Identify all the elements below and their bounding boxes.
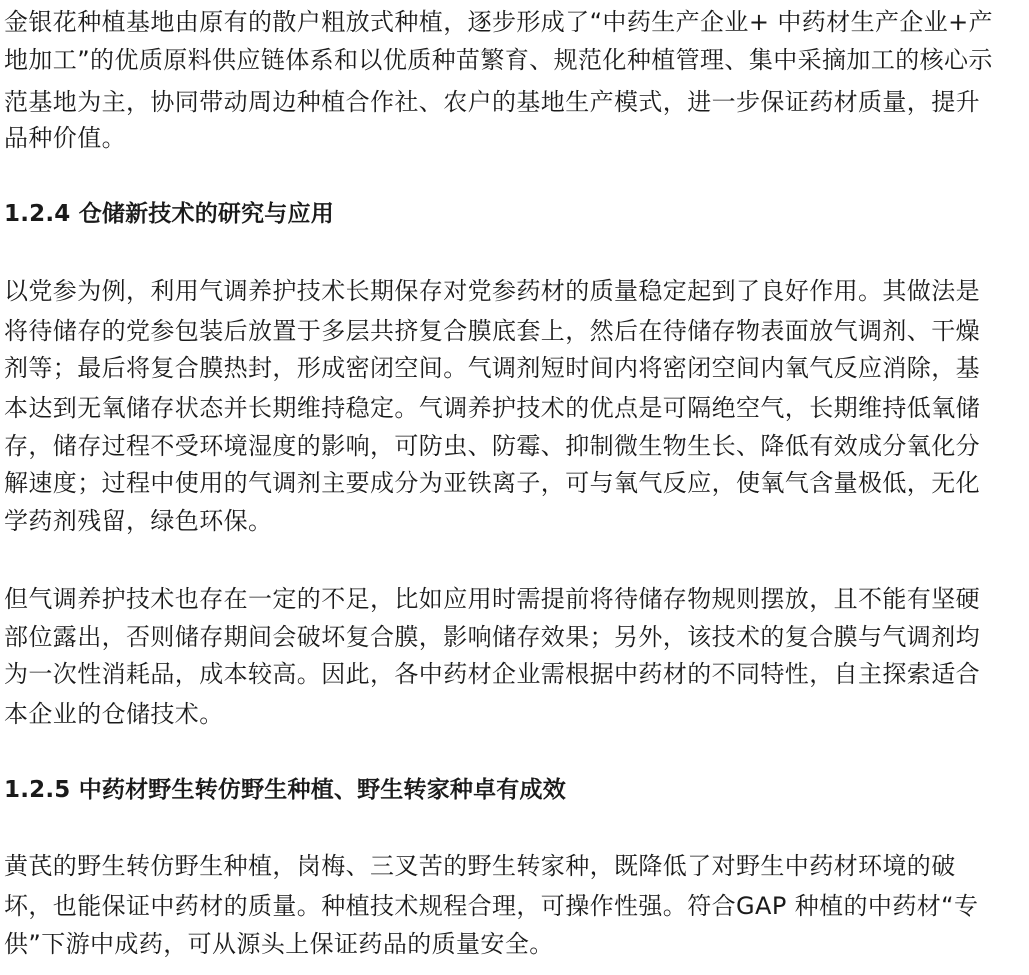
paragraph-line: 范基地为主，协同带动周边种植合作社、农户的基地生产模式，进一步保证药材质量，提升 bbox=[4, 88, 980, 116]
paragraph-line: 地加工”的优质原料供应链体系和以优质种苗繁育、规范化种植管理、集中采摘加工的核心示 bbox=[4, 46, 993, 74]
paragraph-line: 存，储存过程不受环境湿度的影响，可防虫、防霉、抑制微生物生长、降低有效成分氧化分 bbox=[4, 432, 980, 460]
paragraph-line: 学药剂残留，绿色环保。 bbox=[4, 507, 273, 535]
paragraph-line: 供”下游中成药，可从源头上保证药品的质量安全。 bbox=[4, 930, 554, 958]
paragraph-line: 解速度；过程中使用的气调剂主要成分为亚铁离子，可与氧气反应，使氧气含量极低，无化 bbox=[4, 469, 980, 497]
paragraph-line: 将待储存的党参包装后放置于多层共挤复合膜底套上，然后在待储存物表面放气调剂、干燥 bbox=[4, 317, 980, 345]
paragraph-line: 以党参为例，利用气调养护技术长期保存对党参药材的质量稳定起到了良好作用。其做法是 bbox=[4, 277, 980, 305]
paragraph-line: 品种价值。 bbox=[4, 124, 126, 152]
paragraph-line: 本企业的仓储技术。 bbox=[4, 700, 224, 728]
paragraph-line: 金银花种植基地由原有的散户粗放式种植，逐步形成了“中药生产企业+ 中药材生产企业+产 bbox=[4, 8, 994, 36]
section-heading: 1.2.5 中药材野生转仿野生种植、野生转家种卓有成效 bbox=[4, 777, 566, 803]
paragraph-line: 部位露出，否则储存期间会破坏复合膜，影响储存效果；另外，该技术的复合膜与气调剂均 bbox=[4, 623, 980, 651]
section-heading: 1.2.4 仓储新技术的研究与应用 bbox=[4, 201, 334, 227]
paragraph-line: 为一次性消耗品，成本较高。因此，各中药材企业需根据中药材的不同特性，自主探索适合 bbox=[4, 660, 980, 688]
paragraph-line: 本达到无氧储存状态并长期维持稳定。气调养护技术的优点是可隔绝空气，长期维持低氧储 bbox=[4, 394, 980, 422]
paragraph-line: 但气调养护技术也存在一定的不足，比如应用时需提前将待储存物规则摆放，且不能有坚硬 bbox=[4, 585, 980, 613]
paragraph-line: 剂等；最后将复合膜热封，形成密闭空间。气调剂短时间内将密闭空间内氧气反应消除，基 bbox=[4, 354, 980, 382]
paragraph-line: 黄芪的野生转仿野生种植，岗梅、三叉苦的野生转家种，既降低了对野生中药材环境的破 bbox=[4, 852, 956, 880]
paragraph-line: 坏，也能保证中药材的质量。种植技术规程合理，可操作性强。符合GAP 种植的中药材“专 bbox=[4, 892, 979, 920]
